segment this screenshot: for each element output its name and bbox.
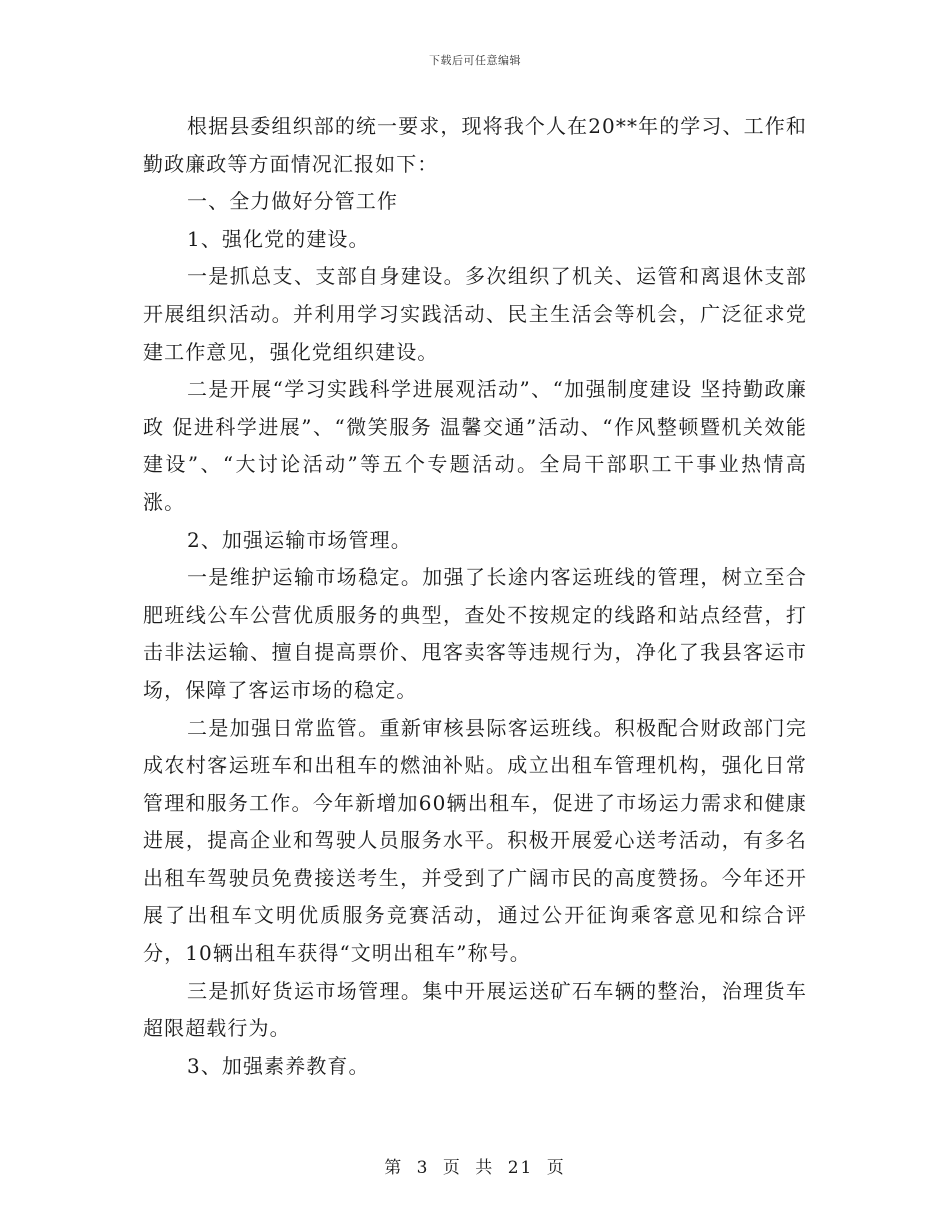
paragraph: 一是维护运输市场稳定。加强了长途内客运班线的管理，树立至合肥班线公车公营优质服务的典型，查处不按规定的线路和站点经营，打击非法运输、擅自提高票价、甩客卖客等违规行为，净化了我县客运市场，保障了客运市场的稳定。 bbox=[143, 565, 807, 702]
footer-total-pages: 21 bbox=[507, 1158, 534, 1178]
subsection-heading: 2、加强运输市场管理。 bbox=[187, 527, 412, 552]
paragraph: 三是抓好货运市场管理。集中开展运送矿石车辆的整治，治理货车超限超载行为。 bbox=[143, 978, 807, 1041]
footer-suffix: 页 bbox=[546, 1158, 566, 1178]
paragraph: 一是抓总支、支部自身建设。多次组织了机关、运管和离退休支部开展组织活动。并利用学习实践活动、民主生活会等机会，广泛征求党建工作意见，强化党组织建设。 bbox=[143, 264, 807, 364]
document-body bbox=[143, 108, 807, 1085]
subsection-heading: 1、强化党的建设。 bbox=[187, 226, 370, 251]
paragraph: 二是加强日常监管。重新审核县际客运班线。积极配合财政部门完成农村客运班车和出租车的燃油补贴。成立出租车管理机构，强化日常管理和服务工作。今年新增加60辆出租车，促进了市场运力需求和健康进展，提高企业和驾驶人员服务水平。积极开展爱心送考活动，有多名出租车驾驶员免费接送考生，并受到了广阔市民的高度赞扬。今年还开展了出租车文明优质服务竞赛活动，通过公开征询乘客意见和综合评分，10辆出租车获得“文明出租车”称号。 bbox=[143, 715, 807, 966]
footer-total-word: 共 bbox=[475, 1158, 495, 1178]
page-footer bbox=[0, 1153, 950, 1178]
section-heading: 一、全力做好分管工作 bbox=[187, 189, 398, 214]
footer-current-page: 3 bbox=[416, 1158, 430, 1178]
paragraph: 根据县委组织部的统一要求，现将我个人在20**年的学习、工作和勤政廉政等方面情况汇报如下： bbox=[143, 114, 807, 176]
paragraph: 二是开展“学习实践科学进展观活动”、“加强制度建设 坚持勤政廉政 促进科学进展”、“微笑服务 温馨交通”活动、“作风整顿暨机关效能建设”、“大讨论活动”等五个专题活动。全局干部职工干事业热情高涨。 bbox=[143, 377, 807, 514]
subsection-heading: 3、加强素养教育。 bbox=[187, 1053, 370, 1078]
header-note: 下载后可任意编辑 bbox=[429, 54, 521, 67]
footer-page-word: 页 bbox=[442, 1158, 462, 1178]
footer-prefix: 第 bbox=[384, 1158, 404, 1178]
